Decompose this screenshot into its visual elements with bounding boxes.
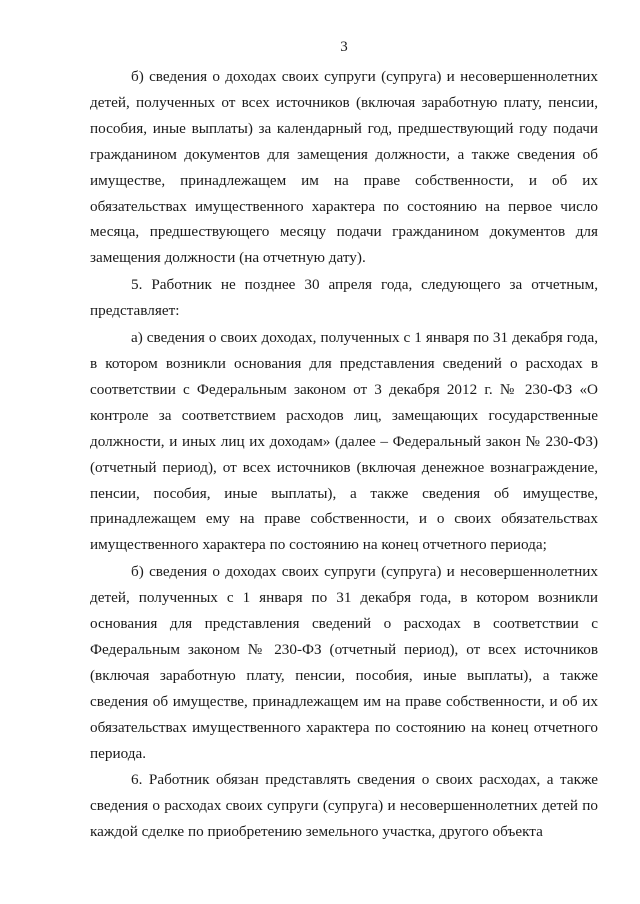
paragraph-5b-spouse-income: б) сведения о доходах своих супруги (супруга) и несовершеннолетних детей, полученных с 1 января по 31 декабря года, в котором возникли основания для представления сведений о расходах в соответствии с Федеральным законом № 230-ФЗ (отчетный период), от всех источников (включая заработную плату, пенсии, пособия, иные выплаты), а также сведения об имуществе, принадлежащем им на праве собственности, и об их обязательствах имущественного характера по состоянию на конец отчетного периода. [90, 563, 598, 762]
page-number: 3 [340, 39, 348, 55]
paragraph-4b-spouse-income-citizen: б) сведения о доходах своих супруги (супруга) и несовершеннолетних детей, полученных от всех источников (включая заработную плату, пенсии, пособия, иные выплаты) за календарный год, предшествующий году подачи гражданином документов для замещения должности, а также сведения об имуществе, принадлежащем им на праве собственности, и об их обязательствах имущественного характера по состоянию на первое число месяца, предшествующего месяцу подачи гражданином документов для замещения должности (на отчетную дату). [90, 68, 598, 267]
paragraph-5-intro: 5. Работник не позднее 30 апреля года, следующего за отчетным, представляет: [90, 276, 598, 320]
paragraph-6-expenses: 6. Работник обязан представлять сведения о своих расходах, а также сведения о расходах своих супруги (супруга) и несовершеннолетних детей по каждой сделке по приобретению земельного участка, другого объекта [90, 771, 598, 841]
paragraph-5a-own-income: а) сведения о своих доходах, полученных с 1 января по 31 декабря года, в котором возникли основания для представления сведений о расходах в соответствии с Федеральным законом от 3 декабря 2012 г. № 230-ФЗ «О контроле за соответствием расходов лиц, замещающих государственные должности, и иных лиц их доходам» (далее – Федеральный закон № 230-ФЗ) (отчетный период), от всех источников (включая денежное вознаграждение, пенсии, пособия, иные выплаты), а также сведения об имуществе, принадлежащем ему на праве собственности, и о своих обязательствах имущественного характера по состоянию на конец отчетного периода; [90, 329, 598, 554]
